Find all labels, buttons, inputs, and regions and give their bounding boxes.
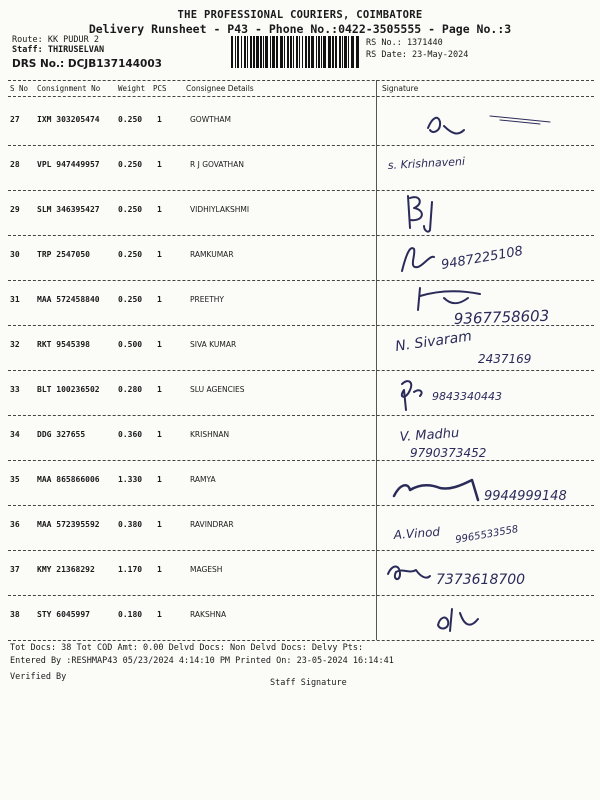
table-row <box>0 370 600 415</box>
row-weight: 0.250 <box>118 205 143 214</box>
row-sno: 32 <box>10 340 20 349</box>
signature-text: s. Krishnaveni <box>387 154 466 172</box>
signature-text: A.Vinod <box>393 524 441 542</box>
signature-image <box>380 145 594 190</box>
row-pcs: 1 <box>157 520 162 529</box>
row-weight: 0.180 <box>118 610 143 619</box>
row-consignment: BLT 100236502 <box>37 385 100 394</box>
table-row <box>0 325 600 370</box>
row-consignment: MAA 572395592 <box>37 520 100 529</box>
signature-image <box>380 280 594 328</box>
row-sno: 33 <box>10 385 20 394</box>
table-row <box>0 235 600 280</box>
signature-image <box>380 505 594 550</box>
signature-text: 9944999148 <box>484 489 567 504</box>
table-header-rule <box>8 96 594 97</box>
row-weight: 0.250 <box>118 295 143 304</box>
barcode-image <box>231 36 359 68</box>
table-row <box>0 145 600 190</box>
row-pcs: 1 <box>157 160 162 169</box>
signature-text: 9790373452 <box>410 446 487 460</box>
row-consignment: RKT 9545398 <box>37 340 90 349</box>
signature-text: 2437169 <box>478 352 532 366</box>
signature-text: 9965533558 <box>454 524 520 546</box>
signature-image <box>380 235 594 280</box>
table-row <box>0 280 600 328</box>
signature-text: 9367758603 <box>453 306 550 328</box>
row-weight: 0.250 <box>118 250 143 259</box>
table-row <box>0 415 600 460</box>
signature-text: V. Madhu <box>399 425 460 445</box>
table-row <box>0 505 600 550</box>
table-row <box>0 460 600 505</box>
row-consignee: MAGESH <box>190 565 223 574</box>
row-sno: 29 <box>10 205 20 214</box>
signature-image <box>380 100 594 145</box>
signature-image <box>380 190 594 235</box>
company-name: THE PROFESSIONAL COURIERS, COIMBATORE <box>177 9 423 21</box>
row-sno: 38 <box>10 610 20 619</box>
row-consignment: STY 6045997 <box>37 610 90 619</box>
row-weight: 0.250 <box>118 160 143 169</box>
row-consignee: GOWTHAM <box>190 115 231 124</box>
row-weight: 1.330 <box>118 475 143 484</box>
signature-image <box>380 325 594 370</box>
signature-text: N. Sivaram <box>394 328 473 355</box>
row-consignment: SLM 346395427 <box>37 205 100 214</box>
signature-image <box>380 550 594 595</box>
row-sno: 27 <box>10 115 20 124</box>
rs-date: RS Date: 23-May-2024 <box>366 50 469 60</box>
table-row <box>0 190 600 235</box>
row-consignee: SIVA KUMAR <box>190 340 237 349</box>
table-row <box>0 550 600 595</box>
signature-image <box>380 460 594 505</box>
totals-line: Tot Docs: 38 Tot COD Amt: 0.00 Delvd Docs: Non Delvd Docs: Delvy Pts: <box>10 643 364 653</box>
row-pcs: 1 <box>157 340 162 349</box>
row-consignee: SLU AGENCIES <box>190 385 245 394</box>
row-weight: 0.380 <box>118 520 143 529</box>
runsheet-title: Delivery Runsheet - P43 - Phone No.:0422-3505555 - Page No.:3 <box>88 22 512 36</box>
table-row <box>0 595 600 640</box>
row-consignment: MAA 865866006 <box>37 475 100 484</box>
row-sno: 30 <box>10 250 20 259</box>
signature-text: 9487225108 <box>440 243 525 273</box>
row-consignment: KMY 21368292 <box>37 565 95 574</box>
row-consignment: IXM 303205474 <box>37 115 100 124</box>
row-weight: 1.170 <box>118 565 143 574</box>
row-consignee: RAVINDRAR <box>190 520 234 529</box>
staff-label: Staff: THIRUSELVAN <box>12 45 105 55</box>
row-sno: 28 <box>10 160 20 169</box>
row-pcs: 1 <box>157 250 162 259</box>
signature-text: 9843340443 <box>432 390 502 403</box>
table-top-rule <box>8 80 594 81</box>
table-row <box>0 100 600 145</box>
row-consignment: DDG 327655 <box>37 430 86 439</box>
row-weight: 0.360 <box>118 430 143 439</box>
col-header-sno: S No <box>10 84 29 93</box>
row-consignee: KRISHNAN <box>190 430 230 439</box>
row-pcs: 1 <box>157 115 162 124</box>
row-sno: 31 <box>10 295 20 304</box>
row-pcs: 1 <box>157 565 162 574</box>
row-weight: 0.500 <box>118 340 143 349</box>
row-weight: 0.280 <box>118 385 143 394</box>
row-pcs: 1 <box>157 205 162 214</box>
row-sno: 34 <box>10 430 20 439</box>
route-label: Route: KK PUDUR 2 <box>12 35 99 45</box>
drs-number: DRS No.: DCJB137144003 <box>12 58 162 70</box>
col-header-consignment: Consignment No <box>37 84 101 93</box>
col-header-weight: Weight <box>118 84 146 93</box>
signature-image <box>380 595 594 640</box>
entered-by-line: Entered By :RESHMAP43 05/23/2024 4:14:10 PM Printed On: 23-05-2024 16:14:41 <box>10 656 394 666</box>
row-consignment: MAA 572458840 <box>37 295 100 304</box>
col-header-signature: Signature <box>382 84 419 93</box>
row-consignee: PREETHY <box>190 295 225 304</box>
row-sno: 37 <box>10 565 20 574</box>
row-pcs: 1 <box>157 430 162 439</box>
staff-signature-label: Staff Signature <box>270 678 347 688</box>
verified-by-label: Verified By <box>10 672 67 682</box>
row-consignee: RAKSHNA <box>190 610 227 619</box>
rs-number: RS No.: 1371440 <box>366 38 443 48</box>
row-consignee: R J GOVATHAN <box>190 160 244 169</box>
row-consignee: RAMYA <box>190 475 216 484</box>
row-weight: 0.250 <box>118 115 143 124</box>
signature-text: 7373618700 <box>436 572 526 588</box>
row-consignee: RAMKUMAR <box>190 250 234 259</box>
row-pcs: 1 <box>157 610 162 619</box>
signature-image <box>380 370 594 415</box>
row-pcs: 1 <box>157 295 162 304</box>
row-sno: 35 <box>10 475 20 484</box>
row-pcs: 1 <box>157 475 162 484</box>
row-pcs: 1 <box>157 385 162 394</box>
row-consignment: VPL 947449957 <box>37 160 100 169</box>
signature-image <box>380 415 594 460</box>
col-header-consignee: Consignee Details <box>186 84 254 93</box>
row-sno: 36 <box>10 520 20 529</box>
col-header-pcs: PCS <box>153 84 167 93</box>
row-consignee: VIDHIYLAKSHMI <box>190 205 250 214</box>
row-consignment: TRP 2547050 <box>37 250 90 259</box>
